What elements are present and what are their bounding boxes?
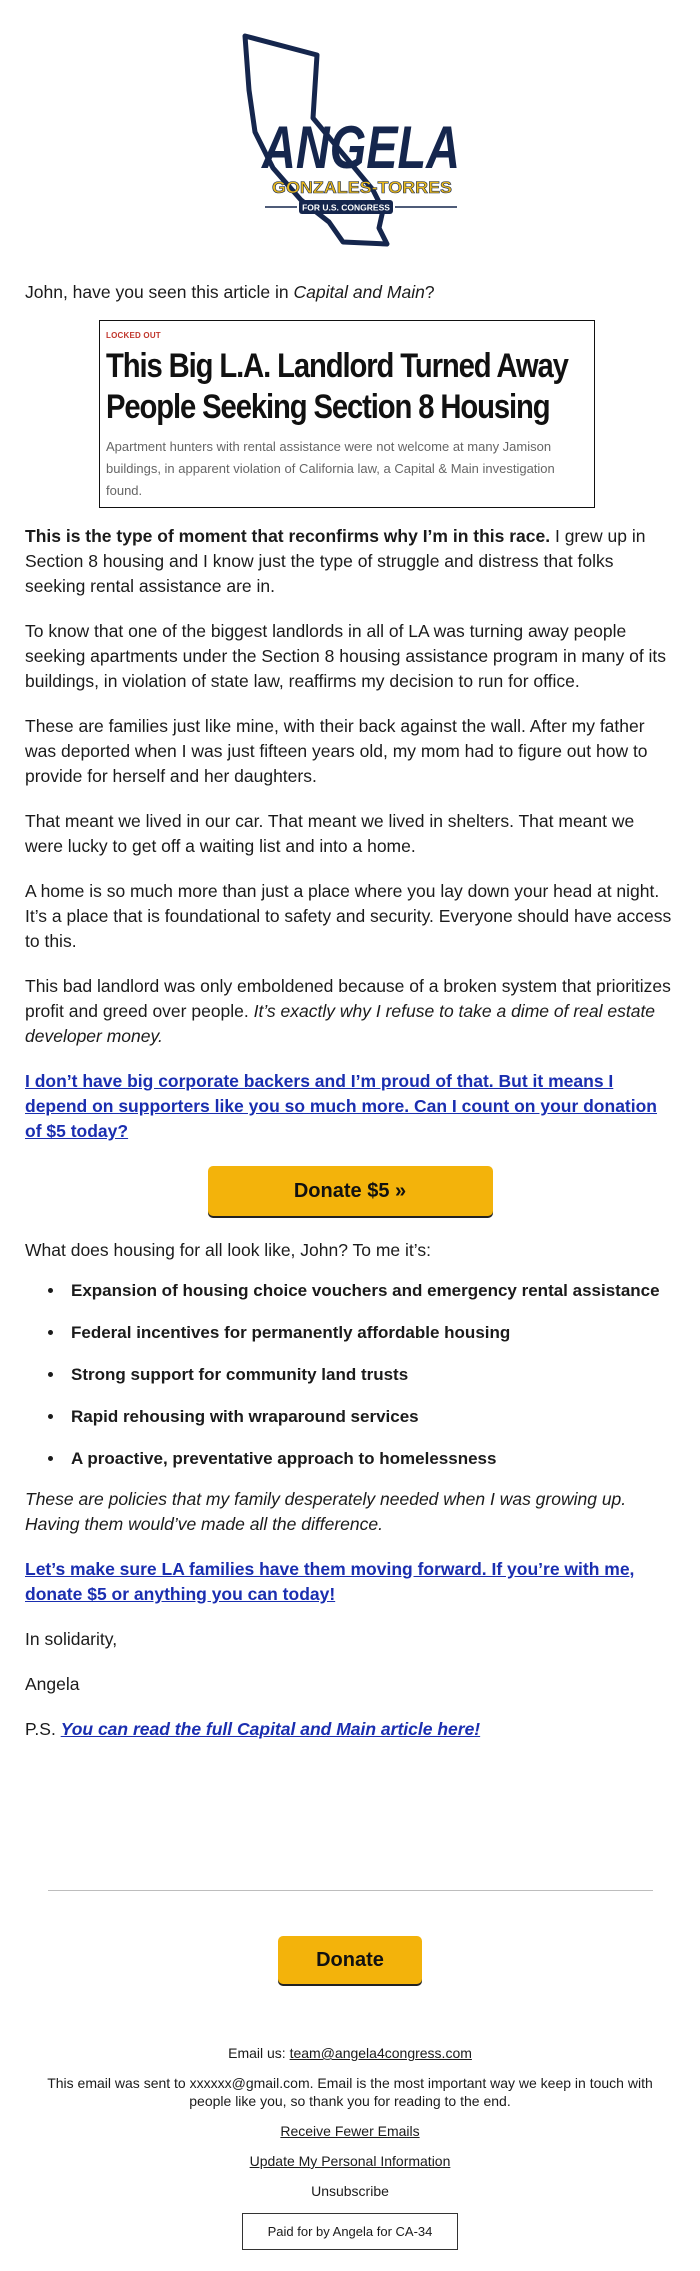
paragraph-1: This is the type of moment that reconfirms why I’m in this race. I grew up in Section 8 housing and I know just the type of struggle and distress that folks seeking rental assistance are in. [25, 526, 646, 596]
donate-appeal-link[interactable]: I don’t have big corporate backers and I’m proud of that. But it means I depend on supporters like you so much more. Can I count on your donation of $5 today? [25, 1071, 657, 1141]
paragraph-4: That meant we lived in our car. That meant we lived in shelters. That meant we were lucky to get off a waiting list and into a home. [25, 811, 635, 856]
article-link[interactable]: You can read the full Capital and Main article here! [60, 1719, 481, 1739]
signature: Angela [25, 1674, 80, 1694]
policy-item: • Expansion of housing choice vouchers and emergency rental assistance [65, 1279, 675, 1303]
email-body [25, 280, 675, 1742]
paid-for-disclaimer: Paid for by Angela for CA-34 [242, 2213, 459, 2250]
logo-office: FOR U.S. CONGRESS [302, 202, 390, 213]
policies-italic-paragraph: These are policies that my family desperately needed when I was growing up. Having them would’ve made all the difference. [25, 1489, 627, 1534]
policy-item: • Strong support for community land trusts [65, 1363, 675, 1387]
policy-item: • Federal incentives for permanently affordable housing [65, 1321, 675, 1345]
contact-email-link[interactable]: team@angela4congress.com [289, 2045, 472, 2061]
footer-divider [48, 1890, 653, 1891]
donate-5-button-row [25, 1166, 675, 1216]
update-personal-info-link[interactable]: Update My Personal Information [249, 2153, 451, 2169]
footer-donate-row [0, 1936, 700, 1984]
article-preview-card[interactable] [99, 320, 595, 508]
policy-item: • Rapid rehousing with wraparound services [65, 1405, 675, 1429]
campaign-logo [225, 30, 475, 250]
email-footer [0, 1890, 700, 2250]
publication-name: Capital and Main [293, 282, 425, 302]
article-headline: This Big L.A. Landlord Turned Away People Seeking Section 8 Housing [106, 347, 568, 426]
paragraph-3: These are families just like mine, with their back against the wall. After my father was deported when I was just fifteen years old, my mom had to figure out how to provide for herself and her daughters. [25, 716, 648, 786]
final-donate-link[interactable]: Let’s make sure LA families have them moving forward. If you’re with me, donate $5 or anything you can today! [25, 1559, 635, 1604]
donate-5-button[interactable]: Donate $5 » [208, 1166, 493, 1216]
article-dek: Apartment hunters with rental assistance were not welcome at many Jamison buildings, in apparent violation of California law, a Capital & Main investigation found. [106, 439, 555, 498]
donate-appeal-paragraph [25, 1069, 675, 1144]
sent-notice: This email was sent to xxxxxx@gmail.com. Email is the most important way we keep in touch with people like you, so thank you for reading to the end. [47, 2075, 653, 2109]
policy-list [25, 1279, 675, 1471]
receive-fewer-emails-link[interactable]: Receive Fewer Emails [280, 2123, 420, 2139]
contact-line: Email us: team@angela4congress.com [228, 2045, 472, 2061]
footer-donate-button[interactable]: Donate [278, 1936, 422, 1984]
logo-first-name: ANGELA [260, 114, 460, 181]
postscript: P.S. You can read the full Capital and Main article here! [25, 1719, 481, 1739]
final-appeal-paragraph [25, 1557, 675, 1607]
unsubscribe-link[interactable]: Unsubscribe [311, 2183, 389, 2199]
fewer-emails-row [0, 2122, 700, 2140]
article-kicker: LOCKED OUT [106, 331, 161, 340]
policy-item: • A proactive, preventative approach to homelessness [65, 1447, 675, 1471]
housing-question: What does housing for all look like, John? To me it’s: [25, 1240, 431, 1260]
personal-info-row [0, 2152, 700, 2170]
closing-line: In solidarity, [25, 1629, 118, 1649]
paragraph-5: A home is so much more than just a place where you lay down your head at night. It’s a place that is foundational to safety and security. Everyone should have access to this. [25, 881, 672, 951]
intro-line: John, have you seen this article in Capital and Main? [25, 282, 435, 302]
paragraph-2: To know that one of the biggest landlords in all of LA was turning away people seeking apartments under the Section 8 housing assistance program in many of its buildings, in violation of state law, reaffirms my decision to run for office. [25, 621, 667, 691]
california-outline-icon [225, 30, 475, 250]
paragraph-6: This bad landlord was only emboldened because of a broken system that prioritizes profit and greed over people. It’s exactly why I refuse to take a dime of real estate developer money. [25, 976, 671, 1046]
logo-last-name: GONZALES-TORRES [272, 178, 452, 197]
